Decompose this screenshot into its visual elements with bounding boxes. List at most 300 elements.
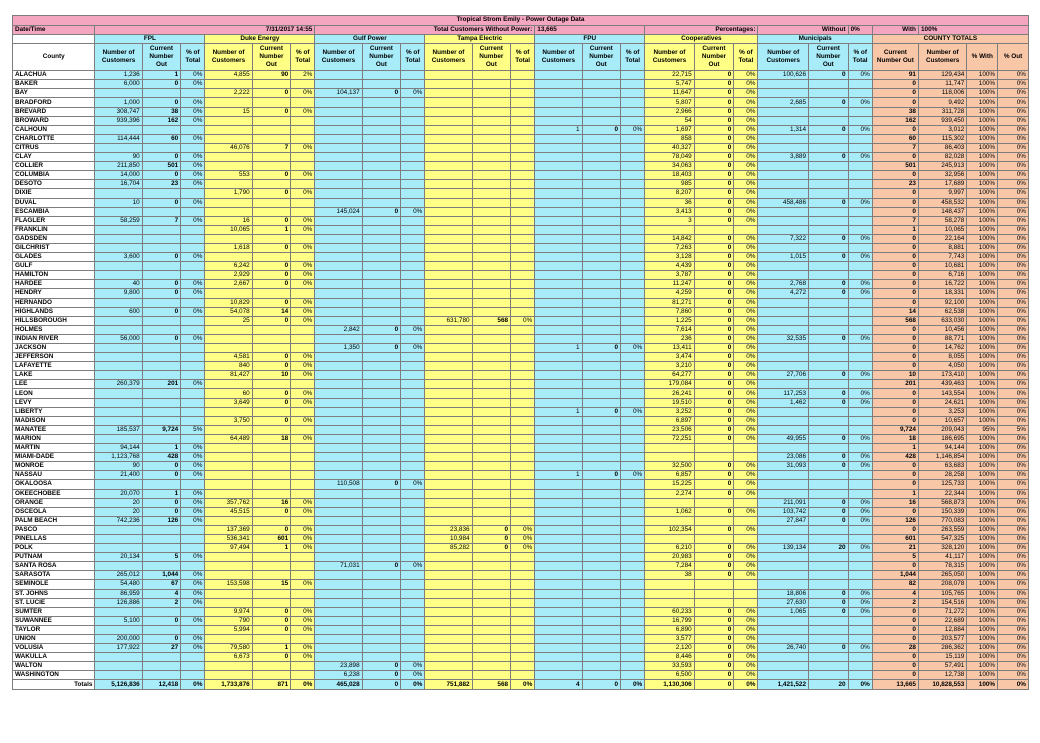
pct-total-cell: 0% [181, 462, 205, 471]
pct-total-cell: 0% [621, 344, 645, 353]
table-row [13, 189, 1029, 198]
total-current-out-cell: 60 [872, 134, 918, 143]
table-row [13, 562, 1029, 571]
pct-total-cell [621, 580, 645, 589]
pct-total-cell [621, 171, 645, 180]
current-out-cell: 0 [694, 371, 734, 380]
group-gulf-power: Gulf Power [315, 35, 425, 44]
pct-total-cell: 0% [734, 243, 758, 252]
current-out-cell: 0 [809, 644, 849, 653]
pct-total-cell: 0% [621, 680, 645, 690]
current-out-cell: 0 [362, 562, 400, 571]
number-of-customers-cell [535, 489, 582, 498]
table-row [13, 216, 1029, 225]
group-county-totals: COUNTY TOTALS [872, 35, 1028, 44]
current-out-cell [809, 562, 849, 571]
table-row [13, 635, 1029, 644]
total-customers-cell: 8,881 [918, 243, 966, 252]
pct-total-cell [621, 434, 645, 443]
current-out-cell: 871 [252, 680, 290, 690]
number-of-customers-cell [425, 243, 472, 252]
pct-total-cell [621, 544, 645, 553]
pct-total-cell: 0% [734, 125, 758, 134]
number-of-customers-cell [205, 116, 252, 125]
current-out-cell [472, 80, 510, 89]
pct-total-cell: 0% [734, 662, 758, 671]
county-name: BAKER [13, 80, 95, 89]
pct-total-cell [401, 171, 425, 180]
current-out-cell: 0 [694, 653, 734, 662]
number-of-customers-cell: 185,537 [95, 425, 142, 434]
number-of-customers-cell [315, 616, 362, 625]
county-name: MANATEE [13, 425, 95, 434]
county-name: ESCAMBIA [13, 207, 95, 216]
header-tampa-current-number-out: Current Number Out [472, 44, 510, 71]
number-of-customers-cell [205, 444, 252, 453]
pct-total-cell [621, 444, 645, 453]
current-out-cell [694, 534, 734, 543]
current-out-cell [142, 344, 180, 353]
total-current-out-cell: 0 [872, 389, 918, 398]
pct-total-cell [401, 534, 425, 543]
number-of-customers-cell [425, 407, 472, 416]
pct-total-cell [621, 198, 645, 207]
current-out-cell [582, 525, 620, 534]
current-out-cell [582, 662, 620, 671]
pct-total-cell: 0% [734, 680, 758, 690]
table-row [13, 598, 1029, 607]
pct-total-cell [511, 216, 535, 225]
pct-total-cell [181, 344, 205, 353]
number-of-customers-cell: 21,400 [95, 471, 142, 480]
current-out-cell [472, 453, 510, 462]
number-of-customers-cell [315, 171, 362, 180]
number-of-customers-cell: 2,768 [758, 280, 809, 289]
pct-out-cell: 0% [998, 298, 1029, 307]
current-out-cell [142, 416, 180, 425]
number-of-customers-cell [535, 71, 582, 80]
pct-total-cell [848, 325, 872, 334]
pct-total-cell: 0% [734, 153, 758, 162]
pct-with-cell: 100% [967, 462, 998, 471]
table-row [13, 662, 1029, 671]
number-of-customers-cell [425, 398, 472, 407]
pct-total-cell [511, 116, 535, 125]
pct-total-cell [181, 207, 205, 216]
county-name: JACKSON [13, 344, 95, 353]
number-of-customers-cell [315, 489, 362, 498]
total-current-out-cell: 0 [872, 353, 918, 362]
number-of-customers-cell [315, 571, 362, 580]
pct-total-cell [401, 180, 425, 189]
county-name: UNION [13, 635, 95, 644]
pct-total-cell [401, 162, 425, 171]
number-of-customers-cell: 2,685 [758, 98, 809, 107]
pct-total-cell [848, 635, 872, 644]
number-of-customers-cell [535, 598, 582, 607]
number-of-customers-cell: 6,210 [645, 544, 694, 553]
total-customers-cell: 94,144 [918, 444, 966, 453]
number-of-customers-cell: 465,028 [315, 680, 362, 690]
pct-total-cell: 0% [401, 325, 425, 334]
number-of-customers-cell: 1,733,876 [205, 680, 252, 690]
total-customers-cell: 186,695 [918, 434, 966, 443]
number-of-customers-cell [95, 407, 142, 416]
number-of-customers-cell [95, 143, 142, 152]
number-of-customers-cell [758, 143, 809, 152]
pct-total-cell [621, 71, 645, 80]
pct-total-cell [401, 525, 425, 534]
total-current-out-cell: 0 [872, 334, 918, 343]
pct-total-cell [401, 571, 425, 580]
number-of-customers-cell: 1,421,522 [758, 680, 809, 690]
total-current-out-cell: 9,724 [872, 425, 918, 434]
pct-with-cell: 100% [967, 434, 998, 443]
table-row [13, 262, 1029, 271]
pct-with-cell: 100% [967, 489, 998, 498]
number-of-customers-cell [425, 471, 472, 480]
pct-total-cell: 0% [291, 580, 315, 589]
pct-total-cell [511, 444, 535, 453]
current-out-cell [362, 189, 400, 198]
current-out-cell: 0 [252, 107, 290, 116]
county-name: FRANKLIN [13, 225, 95, 234]
current-out-cell [582, 389, 620, 398]
pct-total-cell: 0% [291, 534, 315, 543]
current-out-cell [472, 353, 510, 362]
number-of-customers-cell [758, 534, 809, 543]
number-of-customers-cell [205, 125, 252, 134]
number-of-customers-cell [205, 407, 252, 416]
table-row [13, 234, 1029, 243]
current-out-cell [472, 562, 510, 571]
current-out-cell [809, 325, 849, 334]
pct-total-cell [511, 325, 535, 334]
number-of-customers-cell: 7,284 [645, 562, 694, 571]
current-out-cell [362, 307, 400, 316]
pct-total-cell [734, 498, 758, 507]
current-out-cell: 0 [694, 107, 734, 116]
number-of-customers-cell [758, 225, 809, 234]
number-of-customers-cell: 2,929 [205, 271, 252, 280]
number-of-customers-cell: 72,251 [645, 434, 694, 443]
current-out-cell [362, 125, 400, 134]
table-row [13, 516, 1029, 525]
total-customers-cell: 245,913 [918, 162, 966, 171]
total-current-out-cell: 0 [872, 480, 918, 489]
number-of-customers-cell [758, 89, 809, 98]
number-of-customers-cell [205, 635, 252, 644]
pct-out-cell: 0% [998, 534, 1029, 543]
current-out-cell: 0 [472, 544, 510, 553]
pct-total-cell [511, 125, 535, 134]
pct-total-cell [511, 416, 535, 425]
current-out-cell: 0 [252, 243, 290, 252]
current-out-cell [472, 153, 510, 162]
without-label: Without [758, 25, 848, 35]
number-of-customers-cell [535, 89, 582, 98]
pct-total-cell [291, 571, 315, 580]
pct-total-cell [848, 307, 872, 316]
pct-total-cell [401, 653, 425, 662]
current-out-cell: 0 [694, 180, 734, 189]
number-of-customers-cell: 32,535 [758, 334, 809, 343]
number-of-customers-cell [95, 389, 142, 398]
current-out-cell [694, 225, 734, 234]
number-of-customers-cell [315, 271, 362, 280]
current-out-cell [582, 544, 620, 553]
number-of-customers-cell: 179,084 [645, 380, 694, 389]
pct-out-cell: 0% [998, 480, 1029, 489]
total-current-out-cell: 0 [872, 471, 918, 480]
current-out-cell: 0 [809, 516, 849, 525]
pct-total-cell [848, 380, 872, 389]
table-row [13, 434, 1029, 443]
total-current-out-cell: 13,665 [872, 680, 918, 690]
pct-total-cell: 0% [181, 507, 205, 516]
number-of-customers-cell [535, 207, 582, 216]
current-out-cell: 0 [252, 389, 290, 398]
number-of-customers-cell [425, 371, 472, 380]
current-out-cell [472, 553, 510, 562]
current-out-cell [582, 171, 620, 180]
current-out-cell [472, 416, 510, 425]
number-of-customers-cell [535, 116, 582, 125]
number-of-customers-cell [315, 71, 362, 80]
without-value: 0% [848, 25, 872, 35]
current-out-cell: 0 [694, 389, 734, 398]
table-row [13, 644, 1029, 653]
current-out-cell [582, 580, 620, 589]
current-out-cell [809, 571, 849, 580]
table-row [13, 71, 1029, 80]
pct-total-cell [511, 334, 535, 343]
current-out-cell [252, 425, 290, 434]
pct-total-cell [621, 98, 645, 107]
current-out-cell [472, 216, 510, 225]
number-of-customers-cell [315, 134, 362, 143]
header-fpl-pct-of-total: % of Total [181, 44, 205, 71]
number-of-customers-cell: 1,314 [758, 125, 809, 134]
pct-out-cell: 0% [998, 562, 1029, 571]
total-current-out-cell: 1 [872, 225, 918, 234]
pct-total-cell [848, 262, 872, 271]
current-out-cell: 0 [809, 71, 849, 80]
current-out-cell [142, 225, 180, 234]
pct-out-cell: 0% [998, 416, 1029, 425]
county-name: WAKULLA [13, 653, 95, 662]
pct-with-cell: 100% [967, 662, 998, 671]
pct-total-cell: 0% [734, 425, 758, 434]
pct-with-cell: 100% [967, 480, 998, 489]
county-name: PUTNAM [13, 553, 95, 562]
number-of-customers-cell [535, 262, 582, 271]
current-out-cell [472, 662, 510, 671]
number-of-customers-cell [425, 198, 472, 207]
pct-total-cell: 0% [734, 280, 758, 289]
pct-total-cell: 0% [848, 453, 872, 462]
pct-total-cell: 0% [734, 107, 758, 116]
pct-with-cell: 100% [967, 189, 998, 198]
pct-total-cell [401, 444, 425, 453]
header-muni-number-of-customers: Number of Customers [758, 44, 809, 71]
number-of-customers-cell [535, 243, 582, 252]
pct-total-cell [621, 307, 645, 316]
number-of-customers-cell [425, 225, 472, 234]
pct-total-cell [511, 553, 535, 562]
number-of-customers-cell [425, 125, 472, 134]
pct-out-cell: 0% [998, 462, 1029, 471]
number-of-customers-cell [205, 344, 252, 353]
current-out-cell [472, 298, 510, 307]
current-out-cell [252, 662, 290, 671]
county-name: DESOTO [13, 180, 95, 189]
current-out-cell [809, 444, 849, 453]
pct-with-cell: 100% [967, 143, 998, 152]
number-of-customers-cell [758, 180, 809, 189]
number-of-customers-cell: 110,508 [315, 480, 362, 489]
total-customers-cell: 92,100 [918, 298, 966, 307]
table-row [13, 134, 1029, 143]
current-out-cell [252, 80, 290, 89]
county-name: MARTIN [13, 444, 95, 453]
current-out-cell: 0 [694, 462, 734, 471]
pct-total-cell: 0% [181, 380, 205, 389]
current-out-cell [809, 107, 849, 116]
current-out-cell: 0 [809, 498, 849, 507]
number-of-customers-cell: 56,000 [95, 334, 142, 343]
current-out-cell: 0 [694, 635, 734, 644]
pct-total-cell [621, 243, 645, 252]
pct-total-cell: 0% [734, 616, 758, 625]
pct-total-cell: 0% [181, 589, 205, 598]
total-current-out-cell: 7 [872, 216, 918, 225]
number-of-customers-cell [425, 444, 472, 453]
number-of-customers-cell [205, 425, 252, 434]
pct-total-cell [848, 425, 872, 434]
number-of-customers-cell [535, 180, 582, 189]
current-out-cell: 0 [694, 89, 734, 98]
number-of-customers-cell [535, 398, 582, 407]
number-of-customers-cell [425, 298, 472, 307]
number-of-customers-cell [425, 207, 472, 216]
county-name: HAMILTON [13, 271, 95, 280]
table-row [13, 453, 1029, 462]
current-out-cell: 0 [694, 325, 734, 334]
datetime-label: Date/Time [13, 25, 95, 35]
pct-total-cell: 0% [291, 271, 315, 280]
current-out-cell [142, 316, 180, 325]
number-of-customers-cell: 20,070 [95, 489, 142, 498]
number-of-customers-cell [315, 516, 362, 525]
header-coop-pct-of-total: % of Total [734, 44, 758, 71]
total-customers-cell: 150,339 [918, 507, 966, 516]
number-of-customers-cell: 20,983 [645, 553, 694, 562]
pct-total-cell [511, 516, 535, 525]
total-customers-cell: 311,728 [918, 107, 966, 116]
pct-out-cell: 0% [998, 153, 1029, 162]
pct-with-cell: 100% [967, 98, 998, 107]
current-out-cell: 0 [694, 207, 734, 216]
pct-out-cell: 0% [998, 507, 1029, 516]
current-out-cell: 0 [694, 334, 734, 343]
number-of-customers-cell: 6,857 [645, 471, 694, 480]
pct-with-cell: 100% [967, 107, 998, 116]
number-of-customers-cell: 2,966 [645, 107, 694, 116]
pct-total-cell [401, 425, 425, 434]
current-out-cell: 0 [694, 143, 734, 152]
pct-total-cell: 0% [734, 234, 758, 243]
pct-total-cell: 0% [291, 371, 315, 380]
total-customers-cell: 14,762 [918, 344, 966, 353]
current-out-cell: 0 [362, 207, 400, 216]
number-of-customers-cell [758, 444, 809, 453]
current-out-cell [472, 289, 510, 298]
pct-total-cell: 0% [848, 289, 872, 298]
pct-total-cell [291, 407, 315, 416]
current-out-cell: 0 [142, 80, 180, 89]
pct-with-cell: 95% [967, 425, 998, 434]
number-of-customers-cell [315, 644, 362, 653]
current-out-cell: 0 [694, 243, 734, 252]
current-out-cell: 0 [809, 598, 849, 607]
current-out-cell [582, 644, 620, 653]
number-of-customers-cell [95, 662, 142, 671]
number-of-customers-cell [315, 371, 362, 380]
pct-total-cell: 0% [734, 407, 758, 416]
total-customers-cell: 4,050 [918, 362, 966, 371]
number-of-customers-cell [205, 198, 252, 207]
current-out-cell: 1 [252, 544, 290, 553]
pct-total-cell: 0% [181, 71, 205, 80]
number-of-customers-cell [425, 162, 472, 171]
current-out-cell: 0 [142, 253, 180, 262]
current-out-cell: 0 [582, 344, 620, 353]
pct-total-cell: 0% [734, 171, 758, 180]
current-out-cell: 0 [362, 344, 400, 353]
pct-total-cell: 0% [734, 644, 758, 653]
pct-out-cell: 0% [998, 516, 1029, 525]
current-out-cell [362, 553, 400, 562]
pct-total-cell [181, 234, 205, 243]
header-gulf-number-of-customers: Number of Customers [315, 44, 362, 71]
pct-total-cell [401, 289, 425, 298]
number-of-customers-cell [425, 253, 472, 262]
total-customers-cell: 547,325 [918, 534, 966, 543]
total-current-out-cell: 0 [872, 662, 918, 671]
pct-total-cell [621, 644, 645, 653]
current-out-cell [582, 107, 620, 116]
pct-total-cell [848, 362, 872, 371]
pct-total-cell [621, 398, 645, 407]
current-out-cell [809, 635, 849, 644]
number-of-customers-cell: 81,427 [205, 371, 252, 380]
pct-out-cell: 0% [998, 280, 1029, 289]
pct-total-cell [511, 98, 535, 107]
pct-out-cell: 0% [998, 143, 1029, 152]
number-of-customers-cell [425, 344, 472, 353]
total-current-out-cell: 2 [872, 598, 918, 607]
pct-with-cell: 100% [967, 507, 998, 516]
total-current-out-cell: 0 [872, 407, 918, 416]
pct-total-cell [401, 307, 425, 316]
number-of-customers-cell: 1,236 [95, 71, 142, 80]
total-customers-cell: 62,538 [918, 307, 966, 316]
number-of-customers-cell: 236 [645, 334, 694, 343]
number-of-customers-cell: 4,259 [645, 289, 694, 298]
number-of-customers-cell [205, 180, 252, 189]
total-current-out-cell: 201 [872, 380, 918, 389]
